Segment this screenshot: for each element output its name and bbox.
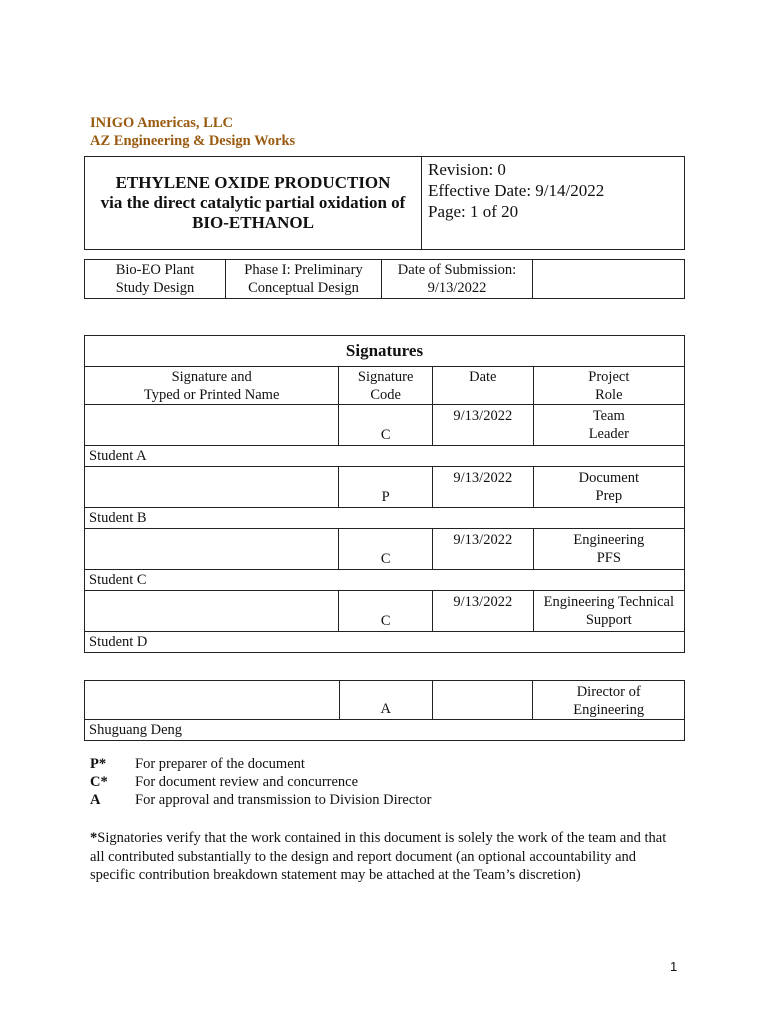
plant-line-2: Study Design xyxy=(115,280,195,296)
role-line-1: Team xyxy=(592,408,625,424)
header-name-line-2: Typed or Printed Name xyxy=(143,387,280,403)
printed-name: Student B xyxy=(85,508,685,529)
effective-date: Effective Date: 9/14/2022 xyxy=(428,181,605,200)
signature-field[interactable] xyxy=(85,681,340,720)
signature-code: C xyxy=(339,529,433,570)
header-code-line-1: Signature xyxy=(357,369,414,385)
signature-code: C xyxy=(339,405,433,446)
document-title xyxy=(85,157,422,250)
legend-item xyxy=(90,755,305,773)
blank-cell xyxy=(533,260,685,299)
legend-key: C* xyxy=(90,774,108,790)
role-line-2: Prep xyxy=(595,488,623,504)
header-role-line-2: Role xyxy=(595,387,623,403)
signature-code: C xyxy=(339,591,433,632)
signature-date: 9/13/2022 xyxy=(433,591,534,632)
page-number: 1 xyxy=(670,959,678,974)
role-line-2: PFS xyxy=(596,550,621,566)
revision-info xyxy=(422,157,685,250)
signature-date: 9/13/2022 xyxy=(433,405,534,446)
phase-line-1: Phase I: Preliminary xyxy=(244,262,363,278)
signatures-heading: Signatures xyxy=(85,336,685,367)
note-star: * xyxy=(90,830,98,846)
project-role xyxy=(533,467,684,508)
header-code xyxy=(339,367,433,405)
legend-text: For approval and transmission to Division Director xyxy=(135,792,432,808)
signature-row xyxy=(85,529,685,570)
header-name-line-1: Signature and xyxy=(171,369,252,385)
phase-line-2: Conceptual Design xyxy=(248,280,359,296)
legend-text: For document review and concurrence xyxy=(135,774,359,790)
signature-field[interactable] xyxy=(85,591,339,632)
note-text: Signatories verify that the work contained in this document is solely the work of the team and that all contributed substantially to the design and report document (an optional accountability and specific contribution breakdown statement may be attached at the Team’s discretion) xyxy=(90,830,667,883)
title-block xyxy=(84,156,685,250)
submission-label: Date of Submission: xyxy=(397,262,517,278)
plant-line-1: Bio-EO Plant xyxy=(115,262,195,278)
signature-date: 9/13/2022 xyxy=(433,467,534,508)
director-signature-table xyxy=(84,680,685,741)
signature-row xyxy=(85,405,685,446)
header-role xyxy=(533,367,684,405)
signature-date: 9/13/2022 xyxy=(433,529,534,570)
role-line-2: Support xyxy=(585,612,632,628)
signature-row xyxy=(85,681,685,720)
project-role xyxy=(533,681,685,720)
legend-text: For preparer of the document xyxy=(135,756,305,772)
legend-key: P* xyxy=(90,756,107,772)
signature-field[interactable] xyxy=(85,529,339,570)
printed-name: Student D xyxy=(85,632,685,653)
signatures-table xyxy=(84,335,685,653)
company-name: INIGO Americas, LLC xyxy=(90,115,233,131)
header-name xyxy=(85,367,339,405)
submission-date: 9/13/2022 xyxy=(427,280,487,296)
title-line-2: via the direct catalytic partial oxidation of xyxy=(100,193,406,212)
phase-cell xyxy=(226,260,382,299)
page-count: Page: 1 of 20 xyxy=(428,202,519,221)
legend-key: A xyxy=(90,792,101,808)
signature-row xyxy=(85,591,685,632)
role-line-2: Leader xyxy=(588,426,629,442)
project-role xyxy=(533,591,684,632)
signature-date xyxy=(433,681,533,720)
role-line-1: Engineering Technical xyxy=(543,594,674,610)
signature-field[interactable] xyxy=(85,405,339,446)
signature-code: A xyxy=(339,681,433,720)
plant-cell xyxy=(85,260,226,299)
legend-item xyxy=(90,773,358,791)
header-role-line-1: Project xyxy=(588,369,630,385)
submission-cell xyxy=(382,260,533,299)
role-line-1: Document xyxy=(578,470,640,486)
revision: Revision: 0 xyxy=(428,160,506,179)
role-line-1: Director of xyxy=(576,684,641,700)
header-code-line-2: Code xyxy=(370,387,401,403)
header-date: Date xyxy=(433,367,534,405)
role-line-2: Engineering xyxy=(573,702,645,718)
legend-item xyxy=(90,791,431,809)
study-info-table xyxy=(84,259,685,299)
signature-field[interactable] xyxy=(85,467,339,508)
role-line-1: Engineering xyxy=(573,532,645,548)
signature-code: P xyxy=(339,467,433,508)
printed-name: Shuguang Deng xyxy=(85,720,685,741)
title-line-1: ETHYLENE OXIDE PRODUCTION xyxy=(115,173,391,192)
title-line-3: BIO-ETHANOL xyxy=(192,213,314,232)
signature-row xyxy=(85,467,685,508)
printed-name: Student C xyxy=(85,570,685,591)
project-role xyxy=(533,405,684,446)
signatory-note xyxy=(90,829,680,885)
company-division: AZ Engineering & Design Works xyxy=(90,133,296,149)
project-role xyxy=(533,529,684,570)
printed-name: Student A xyxy=(85,446,685,467)
